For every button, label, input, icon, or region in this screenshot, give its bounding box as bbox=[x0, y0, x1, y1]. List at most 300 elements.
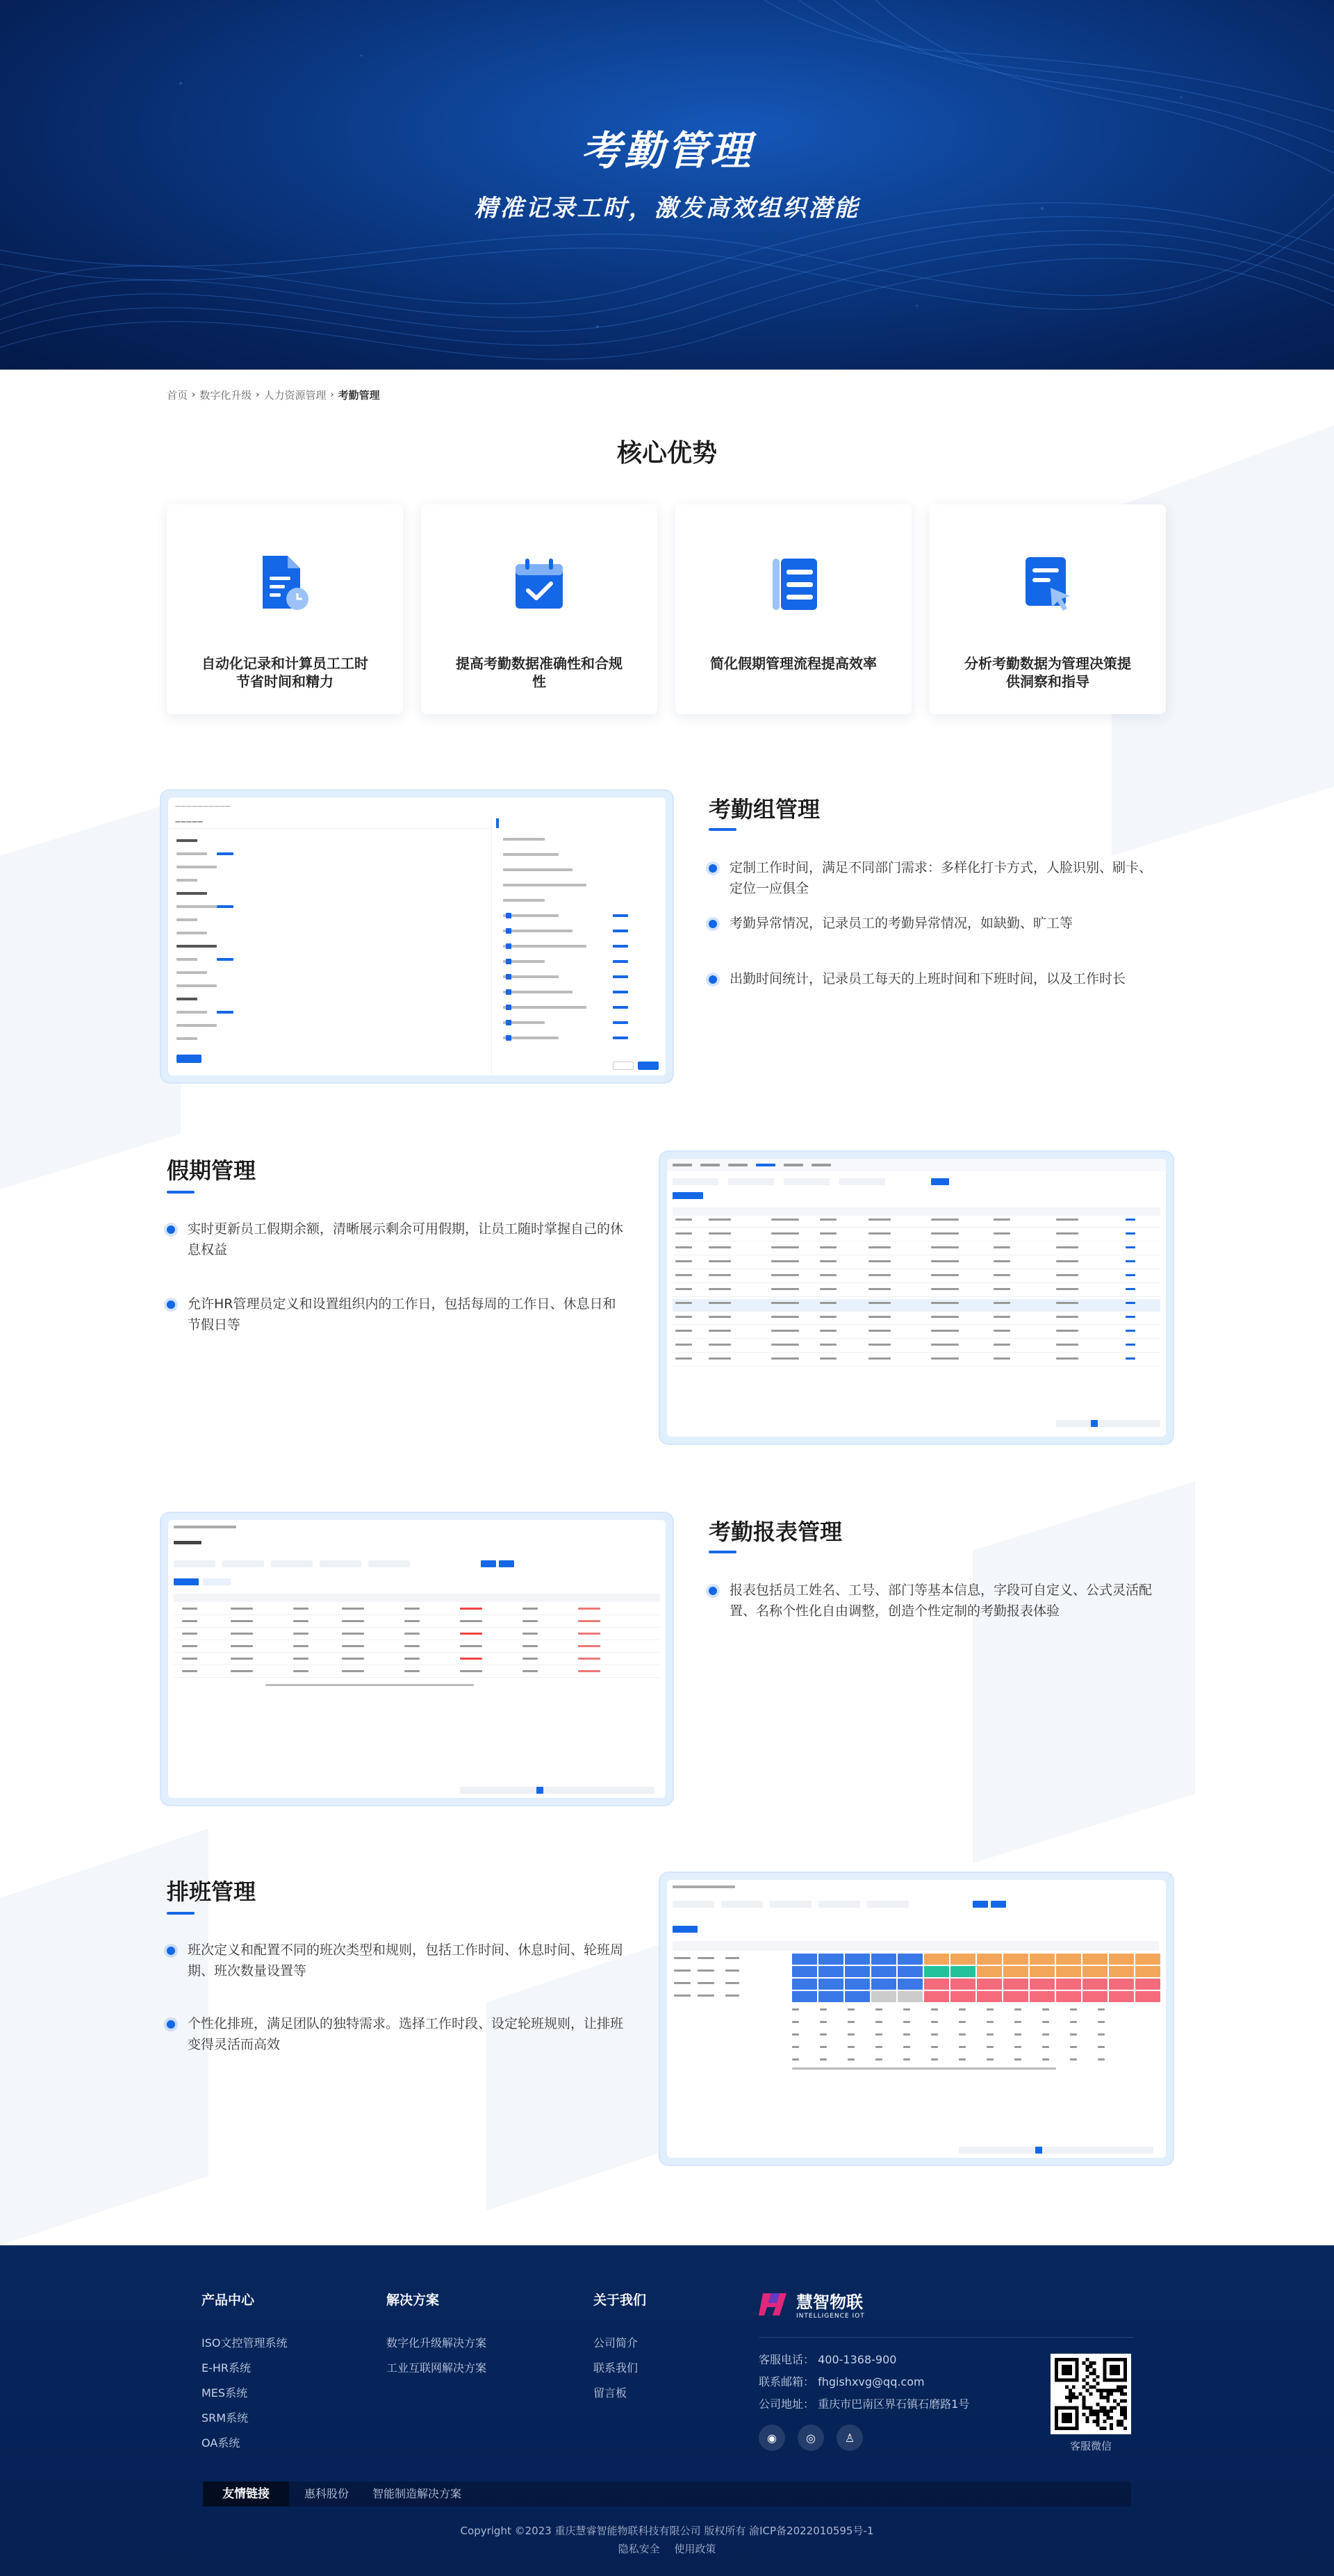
mock-placeholder bbox=[174, 1526, 236, 1528]
mock-placeholder bbox=[868, 1274, 891, 1276]
mock-placeholder bbox=[1070, 2046, 1077, 2048]
mock-placeholder bbox=[994, 1357, 1010, 1360]
mock-placeholder bbox=[404, 1658, 420, 1660]
advantages-cards bbox=[167, 504, 1167, 714]
breadcrumb-hr[interactable]: 人力资源管理 bbox=[263, 389, 327, 402]
mock-placeholder bbox=[1014, 2058, 1021, 2061]
mock-placeholder bbox=[578, 1620, 600, 1622]
mock-placeholder bbox=[820, 1357, 837, 1360]
mock-placeholder bbox=[1003, 1991, 1028, 2002]
mock-placeholder bbox=[931, 1344, 959, 1346]
mock-placeholder bbox=[674, 1982, 691, 1984]
mock-placeholder bbox=[898, 1979, 923, 1990]
mock-placeholder bbox=[903, 2046, 910, 2048]
feature-title: 假期管理 bbox=[167, 1157, 256, 1184]
mock-placeholder bbox=[1109, 1954, 1134, 1965]
mock-placeholder bbox=[848, 2058, 855, 2061]
advantage-text: 简化假期管理流程提高效率 bbox=[710, 655, 877, 672]
hero-title: 考勤管理 bbox=[580, 127, 753, 174]
leave-table-mock bbox=[667, 1159, 1166, 1437]
mock-placeholder bbox=[792, 1966, 817, 1977]
mock-placeholder bbox=[673, 1282, 1160, 1283]
mock-placeholder bbox=[673, 1352, 1160, 1353]
feature-bullet: 报表包括员工姓名、工号、部门等基本信息，字段可自定义、公式灵活配置、名称个性化自由调整，创造个性定制的考勤报表体验 bbox=[709, 1580, 1167, 1621]
document-clock-icon bbox=[257, 553, 313, 616]
mock-placeholder bbox=[875, 2046, 882, 2048]
mock-placeholder bbox=[931, 1302, 959, 1304]
mock-placeholder bbox=[994, 1260, 1010, 1262]
mock-placeholder bbox=[231, 1645, 253, 1647]
mock-placeholder bbox=[503, 914, 559, 917]
mock-placeholder bbox=[959, 2058, 966, 2061]
mock-placeholder bbox=[1056, 1316, 1078, 1318]
mock-placeholder bbox=[991, 1901, 1006, 1908]
breadcrumb-home[interactable]: 首页 bbox=[167, 389, 188, 402]
mock-placeholder bbox=[820, 2033, 827, 2036]
footer-link[interactable]: OA系统 bbox=[201, 2436, 240, 2450]
mock-placeholder bbox=[368, 1560, 410, 1567]
mock-placeholder bbox=[1056, 1302, 1078, 1304]
mock-placeholder bbox=[845, 1991, 870, 2002]
hero-banner bbox=[0, 0, 1334, 370]
mock-placeholder bbox=[1042, 2033, 1049, 2036]
mock-placeholder bbox=[771, 1246, 799, 1248]
mock-placeholder bbox=[674, 1957, 691, 1959]
mock-placeholder bbox=[871, 1991, 896, 2002]
mock-placeholder bbox=[709, 1344, 731, 1346]
wechat-icon[interactable]: ◉ bbox=[759, 2425, 785, 2451]
mock-placeholder bbox=[868, 1232, 891, 1235]
mock-placeholder bbox=[506, 1020, 511, 1025]
mock-placeholder bbox=[771, 1288, 799, 1290]
mock-placeholder bbox=[994, 1246, 1010, 1248]
mock-placeholder bbox=[987, 2033, 994, 2036]
mock-placeholder bbox=[903, 2033, 910, 2036]
mock-placeholder bbox=[698, 1995, 714, 1997]
mock-placeholder bbox=[506, 959, 511, 964]
attendance-group-screenshot bbox=[161, 791, 673, 1082]
mock-placeholder bbox=[176, 905, 217, 908]
qr-code bbox=[1051, 2354, 1131, 2434]
title-underline bbox=[167, 1912, 195, 1915]
mock-placeholder bbox=[673, 1296, 1160, 1297]
footer-link[interactable]: 留言板 bbox=[593, 2386, 627, 2400]
mock-placeholder bbox=[231, 1620, 253, 1622]
mock-placeholder bbox=[1070, 2033, 1077, 2036]
footer-link[interactable]: ISO文控管理系统 bbox=[201, 2336, 288, 2350]
mock-placeholder bbox=[898, 1991, 923, 2002]
mock-placeholder bbox=[771, 1344, 799, 1346]
mock-placeholder bbox=[293, 1658, 308, 1660]
footer-link[interactable]: 数字化升级解决方案 bbox=[386, 2336, 487, 2350]
logo-text-cn: 慧智物联 bbox=[796, 2293, 863, 2312]
mock-placeholder bbox=[503, 1006, 586, 1009]
feature-bullet: 定制工作时间，满足不同部门需求：多样化打卡方式，人脸识别、刷卡、定位一应俱全 bbox=[709, 857, 1153, 899]
mock-placeholder bbox=[176, 866, 217, 868]
advantage-text: 自动化记录和计算员工工时节省时间和精力 bbox=[201, 655, 368, 690]
mock-placeholder bbox=[1126, 1232, 1135, 1235]
mock-placeholder bbox=[293, 1608, 308, 1610]
mock-placeholder bbox=[987, 2058, 994, 2061]
mock-placeholder bbox=[1135, 1991, 1160, 2002]
mock-placeholder bbox=[931, 1260, 959, 1262]
mock-placeholder bbox=[217, 905, 233, 908]
mock-placeholder bbox=[977, 1979, 1002, 1990]
footer-link[interactable]: MES系统 bbox=[201, 2386, 248, 2400]
mock-placeholder bbox=[845, 1954, 870, 1965]
mock-placeholder bbox=[522, 1620, 538, 1622]
mock-placeholder bbox=[176, 1024, 217, 1027]
mock-placeholder bbox=[1056, 1357, 1078, 1360]
mock-placeholder bbox=[613, 960, 628, 963]
mock-placeholder bbox=[675, 1302, 692, 1304]
chevron-right-icon: › bbox=[330, 390, 334, 400]
mock-placeholder bbox=[709, 1288, 731, 1290]
mock-placeholder bbox=[931, 1232, 959, 1235]
mock-placeholder bbox=[959, 2147, 1153, 2154]
mock-placeholder bbox=[868, 1357, 891, 1360]
mock-placeholder bbox=[1056, 1991, 1081, 2002]
mock-placeholder bbox=[217, 1011, 233, 1014]
mock-placeholder bbox=[231, 1658, 253, 1660]
leave-management-screenshot bbox=[660, 1152, 1173, 1444]
mock-placeholder bbox=[1082, 1979, 1107, 1990]
mock-placeholder bbox=[994, 1344, 1010, 1346]
mock-placeholder bbox=[792, 1954, 817, 1965]
advantage-text: 提高考勤数据准确性和合规性 bbox=[456, 655, 623, 690]
mock-placeholder bbox=[924, 1966, 949, 1977]
footer-link[interactable]: 工业互联网解决方案 bbox=[386, 2361, 487, 2375]
mock-placeholder bbox=[673, 1338, 1160, 1339]
mock-placeholder bbox=[673, 1901, 714, 1908]
mock-placeholder bbox=[820, 1302, 837, 1304]
contact-address: 公司地址： 重庆市巴南区界石镇石磨路1号 bbox=[759, 2397, 970, 2411]
mock-placeholder bbox=[481, 1560, 496, 1567]
mock-placeholder bbox=[1056, 1232, 1078, 1235]
mock-placeholder bbox=[293, 1620, 308, 1622]
mock-placeholder bbox=[506, 1035, 511, 1041]
scheduling-screenshot bbox=[660, 1873, 1173, 2165]
mock-placeholder bbox=[1056, 1954, 1081, 1965]
mock-placeholder bbox=[1042, 2058, 1049, 2061]
mock-placeholder bbox=[771, 1357, 799, 1360]
mock-placeholder bbox=[950, 1991, 975, 2002]
mock-placeholder bbox=[174, 1560, 215, 1567]
mock-placeholder bbox=[182, 1620, 197, 1622]
list-icon bbox=[766, 553, 821, 616]
mock-placeholder bbox=[217, 852, 233, 855]
mock-placeholder bbox=[792, 1991, 817, 2002]
mock-placeholder bbox=[709, 1357, 731, 1360]
friend-link[interactable]: 智能制造解决方案 bbox=[372, 2487, 462, 2500]
report-management-screenshot bbox=[161, 1513, 673, 1805]
mock-placeholder bbox=[1126, 1357, 1135, 1360]
mock-placeholder bbox=[673, 1941, 1159, 1951]
friend-link[interactable]: 惠科股份 bbox=[304, 2487, 349, 2500]
mock-placeholder bbox=[1014, 2033, 1021, 2036]
mock-placeholder bbox=[792, 1979, 817, 1990]
breadcrumb-current: 考勤管理 bbox=[338, 389, 380, 402]
mock-placeholder bbox=[499, 1560, 514, 1567]
mock-placeholder bbox=[820, 1274, 837, 1276]
mock-placeholder bbox=[674, 1995, 691, 1997]
mock-placeholder bbox=[506, 928, 511, 934]
mock-placeholder bbox=[903, 2021, 910, 2023]
mock-placeholder bbox=[868, 1219, 891, 1221]
mock-placeholder bbox=[725, 1957, 739, 1959]
mock-placeholder bbox=[818, 1954, 843, 1965]
chevron-right-icon: › bbox=[192, 390, 196, 400]
mock-placeholder bbox=[871, 1966, 896, 1977]
mock-placeholder bbox=[931, 1330, 959, 1332]
mock-placeholder bbox=[675, 1246, 692, 1248]
mock-placeholder bbox=[176, 852, 207, 855]
mock-placeholder bbox=[536, 1787, 543, 1794]
mock-placeholder bbox=[994, 1232, 1010, 1235]
mock-placeholder bbox=[503, 838, 545, 841]
mock-placeholder bbox=[675, 1316, 692, 1318]
mock-placeholder bbox=[820, 1246, 837, 1248]
mock-placeholder bbox=[867, 1901, 909, 1908]
mock-placeholder bbox=[792, 2008, 799, 2011]
mock-placeholder bbox=[931, 1316, 959, 1318]
mock-placeholder bbox=[728, 1178, 774, 1185]
mock-placeholder bbox=[698, 1957, 714, 1959]
mock-placeholder bbox=[924, 1954, 949, 1965]
contact-email: 联系邮箱： fhgishxvg@qq.com bbox=[759, 2375, 925, 2388]
mock-placeholder bbox=[503, 945, 586, 948]
mock-placeholder bbox=[1070, 2058, 1077, 2061]
mock-placeholder bbox=[994, 1288, 1010, 1290]
mock-placeholder bbox=[404, 1608, 420, 1610]
policy-links bbox=[0, 2541, 1334, 2556]
mock-placeholder bbox=[176, 892, 207, 895]
logo-text-en: INTELLIGENCE IOT bbox=[796, 2313, 865, 2320]
mock-placeholder bbox=[1109, 1966, 1134, 1977]
mock-placeholder bbox=[1126, 1344, 1135, 1346]
mock-placeholder bbox=[674, 1970, 691, 1972]
mock-placeholder bbox=[506, 913, 511, 918]
mock-placeholder bbox=[1056, 1966, 1081, 1977]
mock-placeholder bbox=[1056, 1219, 1078, 1221]
mock-placeholder bbox=[725, 1970, 739, 1972]
mock-placeholder bbox=[1014, 2046, 1021, 2048]
mock-placeholder bbox=[217, 958, 233, 961]
friend-links-label: 友情链接 bbox=[203, 2482, 289, 2507]
mock-placeholder bbox=[820, 1219, 837, 1221]
mock-placeholder bbox=[994, 1316, 1010, 1318]
mock-placeholder bbox=[931, 1274, 959, 1276]
mock-placeholder bbox=[820, 2008, 827, 2011]
schedule-table-mock bbox=[667, 1880, 1166, 2158]
mock-placeholder bbox=[820, 2058, 827, 2061]
mock-placeholder bbox=[848, 2021, 855, 2023]
mock-placeholder bbox=[931, 1246, 959, 1248]
mock-placeholder bbox=[1042, 2008, 1049, 2011]
hero-subtitle: 精准记录工时，激发高效组织潜能 bbox=[474, 195, 860, 222]
mock-placeholder bbox=[987, 2021, 994, 2023]
mock-placeholder bbox=[1126, 1219, 1135, 1221]
footer-logo[interactable] bbox=[759, 2288, 865, 2320]
footer-link[interactable]: 公司简介 bbox=[593, 2336, 639, 2350]
footer-link[interactable]: SRM系统 bbox=[201, 2411, 249, 2425]
mock-placeholder bbox=[931, 1357, 959, 1360]
mock-placeholder bbox=[460, 1670, 482, 1672]
mock-placeholder bbox=[613, 1021, 628, 1024]
contact-phone: 客服电话： 400-1368-900 bbox=[759, 2353, 897, 2366]
mock-placeholder bbox=[820, 1316, 837, 1318]
mock-placeholder bbox=[174, 1677, 660, 1678]
mock-placeholder bbox=[771, 1302, 799, 1304]
mock-placeholder bbox=[613, 930, 628, 932]
mock-placeholder bbox=[342, 1645, 364, 1647]
mock-placeholder bbox=[293, 1670, 308, 1672]
mock-placeholder bbox=[613, 991, 628, 993]
report-table-mock bbox=[168, 1520, 666, 1798]
breadcrumb-digital[interactable]: 数字化升级 bbox=[199, 389, 252, 402]
mock-placeholder bbox=[182, 1658, 197, 1660]
mock-placeholder bbox=[1003, 1954, 1028, 1965]
mock-placeholder bbox=[868, 1246, 891, 1248]
mock-placeholder bbox=[1098, 2058, 1105, 2061]
mock-placeholder bbox=[675, 1357, 692, 1360]
privacy-link[interactable]: 隐私安全 bbox=[618, 2543, 660, 2555]
mock-placeholder bbox=[1126, 1274, 1135, 1276]
mock-placeholder bbox=[875, 2008, 882, 2011]
footer-col-title: 产品中心 bbox=[201, 2293, 255, 2308]
title-underline bbox=[167, 1191, 195, 1194]
feature-bullet: 个性化排班，满足团队的独特需求。选择工作时段、设定轮班规则，让排班变得灵活而高效 bbox=[167, 2013, 625, 2055]
feature-bullet: 考勤异常情况，记录员工的考勤异常情况，如缺勤、旷工等 bbox=[709, 913, 1153, 934]
mock-placeholder bbox=[1042, 2021, 1049, 2023]
mock-placeholder bbox=[709, 1260, 731, 1262]
mock-placeholder bbox=[931, 2046, 938, 2048]
title-underline bbox=[709, 828, 736, 831]
mock-placeholder bbox=[959, 2033, 966, 2036]
qr-code-image bbox=[1055, 2358, 1127, 2430]
mock-placeholder bbox=[342, 1608, 364, 1610]
mock-placeholder bbox=[174, 1652, 660, 1653]
mock-placeholder bbox=[950, 1966, 975, 1977]
mock-placeholder bbox=[818, 1991, 843, 2002]
mock-placeholder bbox=[1030, 1966, 1055, 1977]
mock-placeholder bbox=[977, 1991, 1002, 2002]
mock-placeholder bbox=[460, 1658, 482, 1660]
mock-placeholder bbox=[1126, 1288, 1135, 1290]
mock-placeholder bbox=[293, 1645, 308, 1647]
mock-placeholder bbox=[871, 1979, 896, 1990]
footer-link[interactable]: 联系我们 bbox=[593, 2361, 639, 2375]
mock-placeholder bbox=[924, 1991, 949, 2002]
mock-placeholder bbox=[698, 1982, 714, 1984]
advantages-title: 核心优势 bbox=[616, 439, 717, 468]
mock-placeholder bbox=[1030, 1979, 1055, 1990]
mock-placeholder bbox=[176, 958, 197, 961]
mock-placeholder bbox=[673, 1366, 1160, 1367]
mock-placeholder bbox=[698, 1970, 714, 1972]
mock-placeholder bbox=[176, 971, 207, 974]
feature-bullet: 允许HR管理员定义和设置组织内的工作日，包括每周的工作日、休息日和节假日等 bbox=[167, 1294, 625, 1335]
mock-placeholder bbox=[1056, 1330, 1078, 1332]
mock-placeholder bbox=[792, 2021, 799, 2023]
mock-placeholder bbox=[673, 1164, 692, 1166]
mock-placeholder bbox=[522, 1608, 538, 1610]
mock-placeholder bbox=[174, 1578, 199, 1585]
footer-divider bbox=[759, 2337, 1134, 2338]
mock-placeholder bbox=[812, 1164, 831, 1166]
terms-link[interactable]: 使用政策 bbox=[674, 2543, 716, 2555]
mock-placeholder bbox=[820, 1260, 837, 1262]
mock-placeholder bbox=[503, 853, 559, 856]
mock-placeholder bbox=[931, 2021, 938, 2023]
mock-placeholder bbox=[1056, 1274, 1078, 1276]
mock-placeholder bbox=[950, 1979, 975, 1990]
mock-placeholder bbox=[506, 989, 511, 995]
mock-placeholder bbox=[675, 1232, 692, 1235]
weibo-icon[interactable]: ◎ bbox=[798, 2425, 824, 2451]
mock-placeholder bbox=[709, 1219, 731, 1221]
mock-placeholder bbox=[1126, 1246, 1135, 1248]
mock-placeholder bbox=[613, 1037, 628, 1039]
mock-placeholder bbox=[404, 1645, 420, 1647]
mock-placeholder bbox=[506, 943, 511, 949]
mock-placeholder bbox=[1126, 1302, 1135, 1304]
mock-placeholder bbox=[673, 1310, 1160, 1311]
qq-icon[interactable]: ♙ bbox=[837, 2425, 863, 2451]
mock-placeholder bbox=[820, 1288, 837, 1290]
advantage-card bbox=[930, 504, 1166, 714]
mock-placeholder bbox=[320, 1560, 361, 1567]
mock-placeholder bbox=[182, 1670, 197, 1672]
mock-placeholder bbox=[721, 1901, 763, 1908]
mock-placeholder bbox=[174, 1627, 660, 1628]
mock-placeholder bbox=[1091, 1420, 1098, 1427]
footer-link[interactable]: E-HR系统 bbox=[201, 2361, 252, 2375]
mock-placeholder bbox=[1098, 2046, 1105, 2048]
mock-placeholder bbox=[342, 1633, 364, 1635]
mock-placeholder bbox=[231, 1633, 253, 1635]
mock-placeholder bbox=[176, 984, 217, 987]
mock-placeholder bbox=[503, 868, 573, 871]
mock-placeholder bbox=[176, 1037, 197, 1040]
title-underline bbox=[709, 1551, 736, 1553]
mock-placeholder bbox=[675, 1330, 692, 1332]
mock-placeholder bbox=[792, 2058, 799, 2061]
mock-placeholder bbox=[845, 1966, 870, 1977]
mock-placeholder bbox=[994, 1330, 1010, 1332]
mock-placeholder bbox=[675, 1344, 692, 1346]
mock-placeholder bbox=[709, 1274, 731, 1276]
mock-placeholder bbox=[959, 2046, 966, 2048]
mock-placeholder bbox=[342, 1670, 364, 1672]
mock-placeholder bbox=[1070, 2008, 1077, 2011]
mock-placeholder bbox=[820, 2046, 827, 2048]
mock-placeholder bbox=[522, 1670, 538, 1672]
mock-placeholder bbox=[771, 1316, 799, 1318]
mock-placeholder bbox=[1098, 2033, 1105, 2036]
mock-placeholder bbox=[1014, 2021, 1021, 2023]
mock-placeholder bbox=[771, 1260, 799, 1262]
friend-links-bar bbox=[203, 2482, 1131, 2507]
mock-placeholder bbox=[700, 1164, 720, 1166]
mock-placeholder bbox=[673, 1207, 1160, 1216]
mock-placeholder bbox=[950, 1954, 975, 1965]
mock-placeholder bbox=[709, 1246, 731, 1248]
mock-placeholder bbox=[231, 1670, 253, 1672]
mock-placeholder bbox=[271, 1560, 313, 1567]
mock-placeholder bbox=[818, 1979, 843, 1990]
mock-placeholder bbox=[924, 1979, 949, 1990]
